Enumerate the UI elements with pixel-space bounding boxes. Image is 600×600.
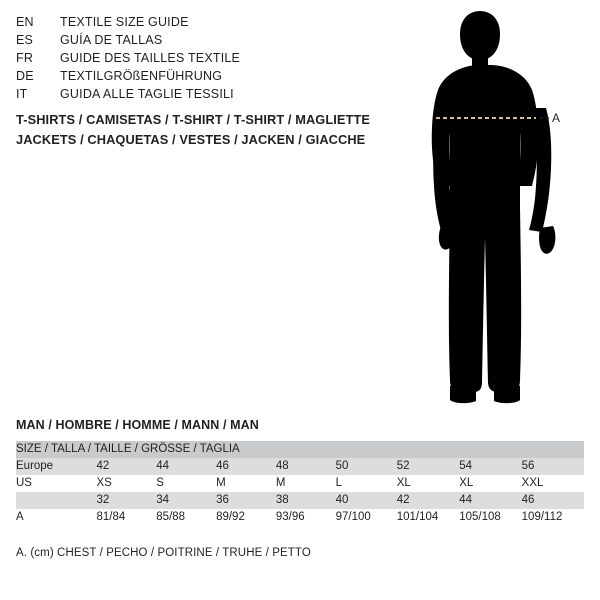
table-cell: 85/88 bbox=[156, 509, 216, 526]
garment-line-jackets: JACKETS / CHAQUETAS / VESTES / JACKEN / GIACCHE bbox=[16, 132, 366, 147]
language-list bbox=[16, 15, 376, 105]
table-cell: 46 bbox=[522, 492, 584, 509]
table-cell: S bbox=[156, 475, 216, 492]
table-cell: XS bbox=[97, 475, 157, 492]
table-cell: 40 bbox=[336, 492, 397, 509]
table-cell: XL bbox=[397, 475, 459, 492]
table-row bbox=[16, 492, 584, 509]
table-row bbox=[16, 458, 584, 475]
garment-headings bbox=[16, 110, 416, 150]
row-label: Europe bbox=[16, 458, 97, 475]
row-label bbox=[16, 492, 97, 509]
table-row bbox=[16, 475, 584, 492]
table-cell: 101/104 bbox=[397, 509, 459, 526]
table-cell: 54 bbox=[459, 458, 521, 475]
language-text: GUIDE DES TAILLES TEXTILE bbox=[60, 51, 241, 65]
language-row bbox=[16, 15, 376, 33]
table-cell: XXL bbox=[522, 475, 584, 492]
size-table bbox=[16, 441, 584, 526]
language-text: GUIDA ALLE TAGLIE TESSILI bbox=[60, 87, 234, 101]
language-row bbox=[16, 51, 376, 69]
section-title-man: MAN / HOMBRE / HOMME / MANN / MAN bbox=[16, 418, 259, 432]
table-cell: M bbox=[216, 475, 276, 492]
table-cell: 50 bbox=[336, 458, 397, 475]
language-text: GUÍA DE TALLAS bbox=[60, 33, 163, 47]
footnote-chest: A. (cm) CHEST / PECHO / POITRINE / TRUHE / PETTO bbox=[16, 547, 311, 559]
table-cell: 56 bbox=[522, 458, 584, 475]
language-code: FR bbox=[16, 51, 34, 65]
body-figure bbox=[400, 8, 600, 408]
table-cell: 32 bbox=[97, 492, 157, 509]
table-row bbox=[16, 509, 584, 526]
table-header-label: SIZE / TALLA / TAILLE / GRÖSSE / TAGLIA bbox=[16, 441, 584, 458]
table-cell: 34 bbox=[156, 492, 216, 509]
garment-line-tshirts: T-SHIRTS / CAMISETAS / T-SHIRT / T-SHIRT / MAGLIETTE bbox=[16, 112, 371, 127]
table-cell: 93/96 bbox=[276, 509, 336, 526]
row-label: US bbox=[16, 475, 97, 492]
measure-label-a: A bbox=[552, 111, 561, 125]
table-cell: M bbox=[276, 475, 336, 492]
table-cell: 36 bbox=[216, 492, 276, 509]
table-cell: 44 bbox=[156, 458, 216, 475]
table-cell: 44 bbox=[459, 492, 521, 509]
language-code: IT bbox=[16, 87, 28, 101]
table-cell: 48 bbox=[276, 458, 336, 475]
table-cell: 105/108 bbox=[459, 509, 521, 526]
language-row bbox=[16, 69, 376, 87]
language-row bbox=[16, 33, 376, 51]
row-label: A bbox=[16, 509, 97, 526]
language-row bbox=[16, 87, 376, 105]
table-cell: 81/84 bbox=[97, 509, 157, 526]
male-silhouette-icon bbox=[400, 8, 600, 408]
table-cell: 89/92 bbox=[216, 509, 276, 526]
table-cell: XL bbox=[459, 475, 521, 492]
language-code: ES bbox=[16, 33, 34, 47]
table-cell: 42 bbox=[97, 458, 157, 475]
table-cell: 52 bbox=[397, 458, 459, 475]
table-cell: 46 bbox=[216, 458, 276, 475]
table-cell: 109/112 bbox=[522, 509, 584, 526]
language-code: DE bbox=[16, 69, 34, 83]
table-cell: L bbox=[336, 475, 397, 492]
table-cell: 97/100 bbox=[336, 509, 397, 526]
table-cell: 42 bbox=[397, 492, 459, 509]
language-text: TEXTILE SIZE GUIDE bbox=[60, 15, 189, 29]
language-text: TEXTILGRÖßENFÜHRUNG bbox=[60, 69, 223, 83]
table-header-row bbox=[16, 441, 584, 458]
table-cell: 38 bbox=[276, 492, 336, 509]
language-code: EN bbox=[16, 15, 34, 29]
